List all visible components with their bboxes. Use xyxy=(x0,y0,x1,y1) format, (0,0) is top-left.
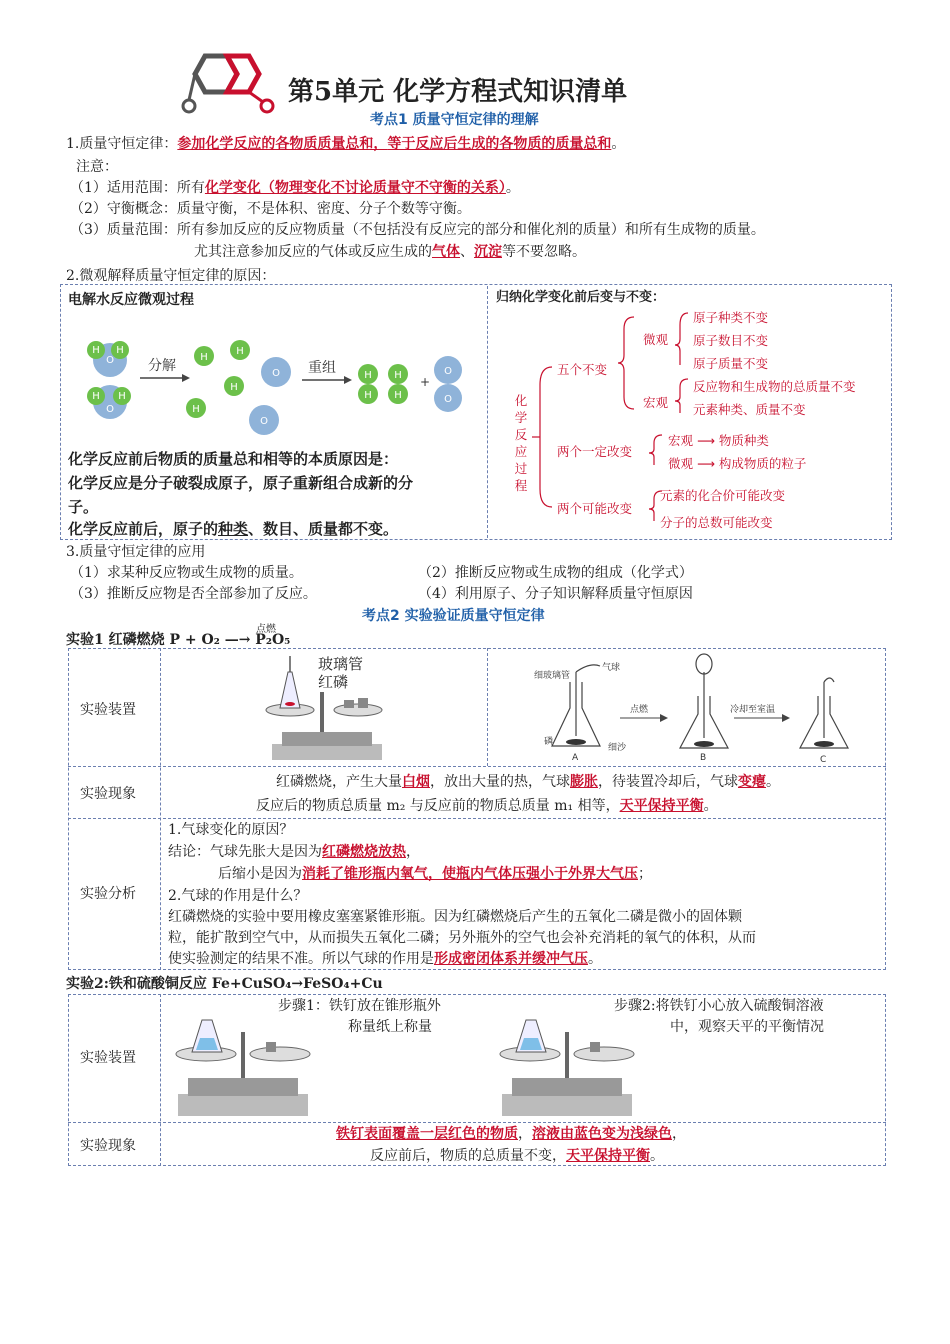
exp1-analysis-p2: 粒，能扩散到空气中，从而损失五氧化二磷；另外瓶外的空气也会补充消耗的氧气的体积，从而 xyxy=(168,930,756,946)
essence-line-1: 化学反应是分子破裂成原子，原子重新组合成新的分 xyxy=(68,474,414,492)
exp1-analysis-q1: 1.气球变化的原因？ xyxy=(168,822,294,838)
five-macro: 宏观 xyxy=(643,395,669,410)
step-recombine: 重组 xyxy=(308,360,336,376)
svg-text:H: H xyxy=(116,345,124,356)
svg-text:B: B xyxy=(700,753,707,763)
svg-text:冷却至室温: 冷却至室温 xyxy=(730,705,776,715)
exp2-step2-a: 步骤2:将铁钉小心放入硫酸铜溶液 xyxy=(614,998,824,1014)
svg-text:O: O xyxy=(106,404,114,415)
flask-sequence-figure xyxy=(530,652,860,764)
svg-text:气球: 气球 xyxy=(602,663,621,673)
exp2-row-apparatus: 实验装置 xyxy=(80,1050,136,1066)
note-label: 注意： xyxy=(76,159,118,175)
page-title: 第5单元 化学方程式知识清单 xyxy=(288,77,628,107)
step-decompose: 分解 xyxy=(148,358,176,374)
svg-text:细玻璃管: 细玻璃管 xyxy=(534,671,571,681)
exp1-title: 实验1 红磷燃烧 P + O₂ —→ P₂O₅ xyxy=(66,632,291,648)
svg-text:H: H xyxy=(200,352,208,363)
five-micro: 微观 xyxy=(643,332,669,347)
five-micro-1: 原子种类不变 xyxy=(693,310,769,325)
svg-text:H: H xyxy=(394,370,402,381)
svg-text:H: H xyxy=(236,346,244,357)
two-must-change: 两个一定改变 xyxy=(557,444,633,459)
application-4: （4）利用原子、分子知识解释质量守恒原因 xyxy=(418,586,693,602)
application-2: （2）推断反应物或生成物的组成（化学式） xyxy=(418,565,693,581)
law-definition: 1.质量守恒定律：参加化学反应的各物质质量总和，等于反应后生成的各物质的质量总和。 xyxy=(66,136,626,152)
svg-text:H: H xyxy=(394,390,402,401)
svg-text:H: H xyxy=(92,391,100,402)
exp2-step1-b: 称量纸上称量 xyxy=(348,1019,432,1035)
note-item-2: （2）守衡概念：质量守衡，不是体积、密度、分子个数等守衡。 xyxy=(70,201,471,217)
balance-step2-figure xyxy=(492,998,642,1120)
note-item-3: （3）质量范围：所有参加反应的反应物质量（不包括没有反应完的部分和催化剂的质量）和所有生成物的质量。 xyxy=(70,222,765,238)
glass-tube-label: 玻璃管 xyxy=(318,655,364,673)
svg-text:H: H xyxy=(192,404,200,415)
balance-step1-figure xyxy=(168,998,318,1120)
exp2-title: 实验2:铁和硫酸铜反应 Fe+CuSO₄→FeSO₄+Cu xyxy=(66,976,383,992)
exp2-phenomenon-2: 反应前后，物质的总质量不变，天平保持平衡。 xyxy=(370,1148,664,1164)
application-1: （1）求某种反应物或生成物的质量。 xyxy=(70,565,303,581)
section-heading-k1: 考点1 质量守恒定律的理解 xyxy=(370,112,539,128)
essence-line-3: 化学反应前后，原子的种类、数目、质量都不变。 xyxy=(68,520,399,538)
svg-text:H: H xyxy=(364,390,372,401)
exp1-analysis-p1: 红磷燃烧的实验中要用橡皮塞塞紧锥形瓶。因为红磷燃烧后产生的五氧化二磷是微小的固体颗 xyxy=(168,909,742,925)
section-heading-k2: 考点2 实验验证质量守恒定律 xyxy=(362,608,545,624)
two-may-change: 两个可能改变 xyxy=(557,501,633,516)
exp1-row-apparatus: 实验装置 xyxy=(80,702,136,718)
exp2-step1-a: 步骤1：铁钉放在锥形瓶外 xyxy=(278,998,441,1014)
five-macro-2: 元素种类、质量不变 xyxy=(693,402,806,417)
svg-text:O: O xyxy=(260,416,268,427)
application-label: 3.质量守恒定律的应用 xyxy=(66,544,206,560)
exp1-analysis-p3: 使实验测定的结果不准。所以气球的作用是形成密闭体系并缓冲气压。 xyxy=(168,951,602,967)
process-label: 化 学 反 应 过 程 xyxy=(514,393,528,493)
exp1-analysis-q2: 2.气球的作用是什么？ xyxy=(168,888,308,904)
application-3: （3）推断反应物是否全部参加了反应。 xyxy=(70,586,317,602)
may-change-2: 分子的总数可能改变 xyxy=(660,515,773,530)
must-micro: 微观 ⟶ 构成物质的粒子 xyxy=(668,456,807,471)
svg-text:A: A xyxy=(572,753,579,763)
svg-text:细沙: 细沙 xyxy=(608,743,627,753)
five-micro-3: 原子质量不变 xyxy=(693,356,769,371)
svg-text:+: + xyxy=(420,375,431,389)
exp1-analysis-c2: 后缩小是因为消耗了锥形瓶内氧气，使瓶内气体压强小于外界大气压； xyxy=(218,866,652,882)
five-macro-1: 反应物和生成物的总质量不变 xyxy=(693,379,856,394)
exp2-phenomenon-1: 铁钉表面覆盖一层红色的物质，溶液由蓝色变为浅绿色， xyxy=(336,1126,686,1142)
summary-title: 归纳化学变化前后变与不变： xyxy=(496,290,666,305)
essence-line-2: 子。 xyxy=(68,498,99,516)
svg-text:H: H xyxy=(364,370,372,381)
note-item-3b: 尤其注意参加反应的气体或反应生成的气体、沉淀等不要忽略。 xyxy=(194,244,586,260)
svg-text:磷: 磷 xyxy=(544,737,554,747)
may-change-1: 元素的化合价可能改变 xyxy=(660,488,786,503)
electrolysis-title: 电解水反应微观过程 xyxy=(68,292,194,308)
essence-title: 化学反应前后物质的质量总和相等的本质原因是： xyxy=(68,450,399,468)
svg-text:点燃: 点燃 xyxy=(630,705,649,715)
exp1-row-analysis: 实验分析 xyxy=(80,886,136,902)
exp1-phenomenon-1: 红磷燃烧，产生大量白烟，放出大量的热，气球膨胀，待装置冷却后，气球变瘪。 xyxy=(276,774,780,790)
svg-text:H: H xyxy=(92,345,100,356)
exp1-condition: 点燃 xyxy=(256,624,276,635)
note-item-1: （1）适用范围：所有化学变化（物理变化不讨论质量守不守衡的关系）。 xyxy=(70,180,520,196)
exp2-step2-b: 中，观察天平的平衡情况 xyxy=(670,1019,824,1035)
must-macro: 宏观 ⟶ 物质种类 xyxy=(668,433,769,448)
atom-o-label: O xyxy=(106,355,114,366)
svg-text:C: C xyxy=(820,755,827,764)
exp1-phenomenon-2: 反应后的物质总质量 m₂ 与反应前的物质总质量 m₁ 相等，天平保持平衡。 xyxy=(256,798,718,814)
svg-text:O: O xyxy=(444,366,452,377)
svg-text:O: O xyxy=(444,394,452,405)
exp1-analysis-c1: 结论：气球先胀大是因为红磷燃烧放热， xyxy=(168,844,420,860)
five-micro-2: 原子数目不变 xyxy=(693,333,769,348)
micro-explain-label: 2.微观解释质量守恒定律的原因： xyxy=(66,268,276,284)
micro-box-divider xyxy=(487,286,488,538)
red-phosphorus-label: 红磷 xyxy=(318,673,349,691)
svg-text:H: H xyxy=(230,382,238,393)
exp1-row-phenomenon: 实验现象 xyxy=(80,786,136,802)
electrolysis-diagram xyxy=(78,330,478,440)
five-unchanged: 五个不变 xyxy=(557,362,608,377)
benzene-logo-icon xyxy=(175,48,275,118)
svg-text:H: H xyxy=(118,391,126,402)
exp2-row-phenomenon: 实验现象 xyxy=(80,1138,136,1154)
svg-text:O: O xyxy=(272,368,280,379)
